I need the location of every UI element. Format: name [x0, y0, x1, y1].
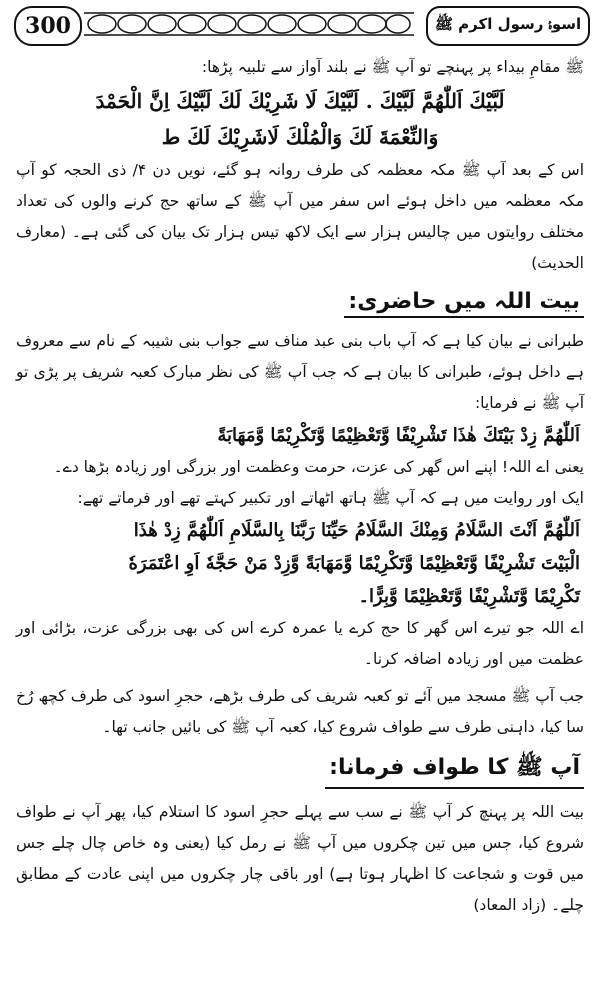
page-number: 300: [14, 6, 82, 46]
paragraph-another-narration: ایک اور روایت میں ہے کہ آپ ﷺ ہاتھ اٹھاتے اور تکبیر کہتے تھے اور فرماتے تھے:: [77, 489, 584, 507]
dua-kaaba-2-line-2: الْبَيْتَ تَشْرِيْفًا وَّتَعْظِيْمًا وَّتَكْرِيْمًا وَّمَهَابَةً وَّزِدْ مَنْ حَجَّهٗ اَوِ اعْتَمَرَهٗ: [128, 553, 580, 574]
page-body: [16, 52, 584, 921]
paragraph-tabarani: طبرانی نے بیان کیا ہے کہ آپ باب بنی عبد مناف سے جواب بنی شیبہ کے نام سے معروف ہے داخل ہوئے، طبرانی کا بیان ہے کہ جب آپ ﷺ کی نظر مبارک کعبہ شریف پر پڑی تو آپ ﷺ نے فرمایا:: [16, 332, 584, 412]
dua-kaaba-2-line-1: اَللّٰهُمَّ اَنْتَ السَّلَامُ وَمِنْكَ السَّلَامُ حَيِّنَا رَبَّنَا بِالسَّلَامِ اَللّٰهُمَّ زِدْ هٰذَا: [133, 520, 580, 541]
paragraph-departure: اس کے بعد آپ ﷺ مکہ معظمہ کی طرف روانہ ہو گئے، نویں دن ۴/ ذی الحجہ کو آپ مکہ معظمہ میں داخل ہوئے اس سفر میں آپ ﷺ کے ساتھ حج کرنے والوں کی تعداد مختلف روایتوں میں چالیس ہزار سے ایک لاکھ تیس ہزار تک بیان کی گئی ہے۔ (معارف الحدیث): [16, 161, 585, 272]
paragraph-translation-2: اے اللہ جو تیرے اس گھر کا حج کرے یا عمرہ کرے اس کی بھی بزرگی عزت، بڑائی اور عظمت میں اور زیادہ اضافہ کرنا۔: [16, 619, 584, 668]
page-header: [0, 0, 600, 52]
header-ornament: [84, 10, 414, 38]
section-heading-tawaf: آپ ﷺ کا طواف فرمانا:: [325, 753, 584, 789]
dua-kaaba-1: اَللّٰهُمَّ زِدْ بَيْتَكَ هٰذَا تَشْرِيْفًا وَّتَعْظِيْمًا وَّتَكْرِيْمًا وَّمَهَابَةً: [217, 425, 580, 446]
paragraph-translation-1: یعنی اے اللہ! اپنے اس گھر کی عزت، حرمت وعظمت اور بزرگی اور زیادہ بڑھا دے۔: [53, 458, 584, 476]
dua-kaaba-2-line-3: تَكْرِيْمًا وَّتَشْرِيْفًا وَّتَعْظِيْمًا وَّبِرًّا۔: [358, 586, 580, 607]
paragraph-masjid: جب آپ ﷺ مسجد میں آئے تو کعبہ شریف کی طرف بڑھے، حجرِ اسود کی طرف کچھ رُخ سا کیا، داہنی طرف سے طواف شروع کیا، کعبہ آپ ﷺ کی بائیں جانب تھا۔: [16, 687, 584, 736]
paragraph-tawaf: بیت اللہ پر پہنچ کر آپ ﷺ نے سب سے پہلے حجرِ اسود کا استلام کیا، پھر آپ نے طواف شروع کیا، جس میں تین چکروں میں آپ ﷺ نے رمل کیا (یعنی وہ خاص چال چلے جس میں قوت و شجاعت کا اظہار ہوتا ہے) اور باقی چار چکروں میں اپنی عادت کے مطابق چلے۔ (زاد المعاد): [16, 803, 584, 914]
talbiyah-line-1: لَبَّيْكَ اَللّٰهُمَّ لَبَّيْكَ . لَبَّيْكَ لَا شَرِيْكَ لَكَ لَبَّيْكَ اِنَّ الْحَمْدَ: [95, 89, 505, 113]
talbiyah-line-2: وَالنِّعْمَةَ لَكَ وَالْمُلْكَ لَاشَرِيْكَ لَكَ ط: [161, 125, 439, 149]
intro-line: ﷺ مقامِ بیداء پر پہنچے تو آپ ﷺ نے بلند آواز سے تلبیہ پڑھا:: [201, 58, 584, 76]
section-heading-baitullah: بیت اللہ میں حاضری:: [344, 289, 584, 318]
running-title: اسوۂ رسول اکرم ﷺ: [426, 6, 590, 46]
